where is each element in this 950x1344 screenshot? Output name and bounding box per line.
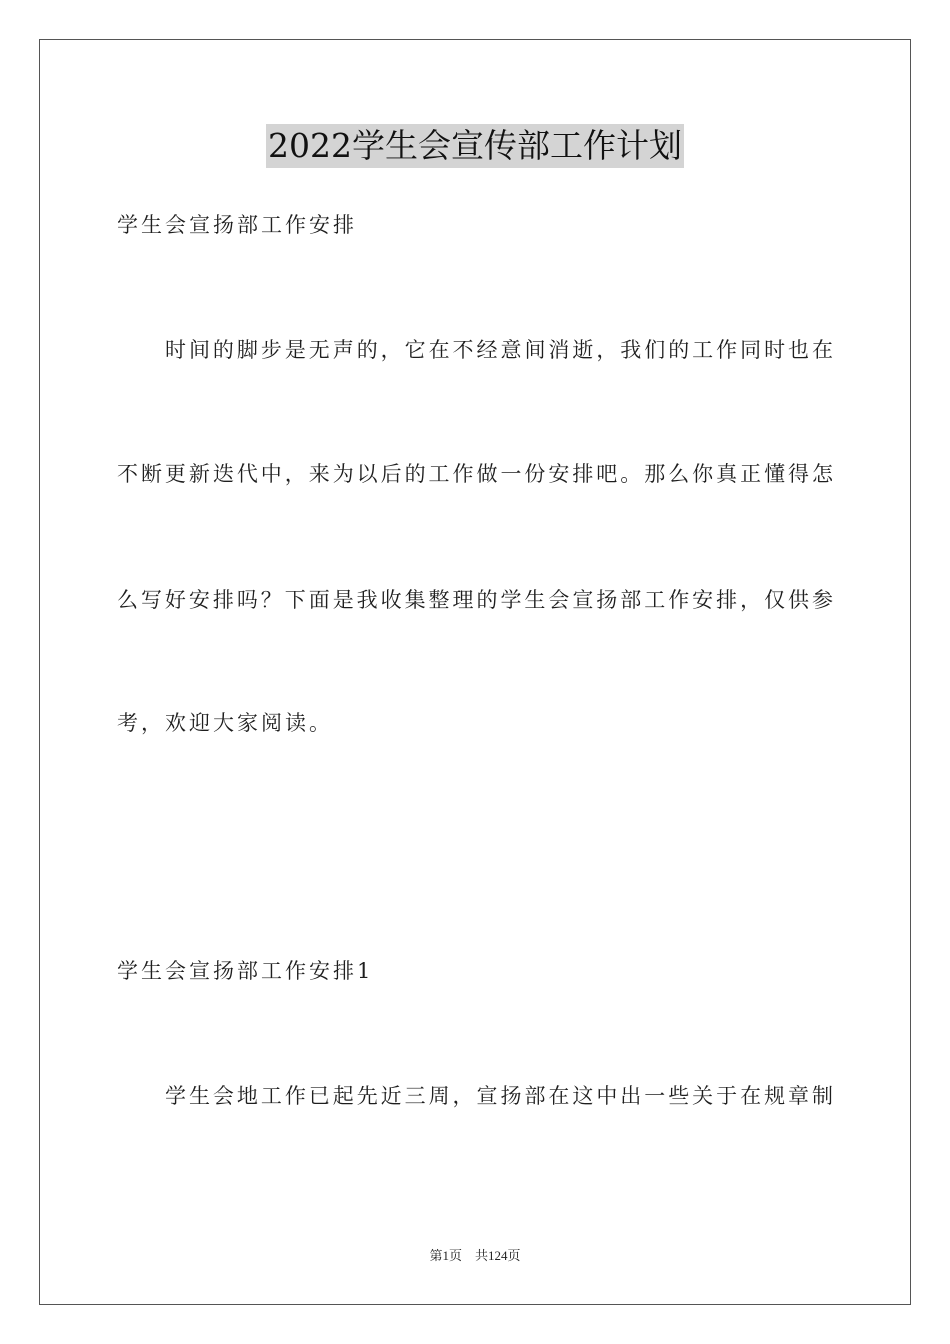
paragraph-line: 考，欢迎大家阅读。 xyxy=(117,711,333,735)
paragraph-line: 不断更新迭代中，来为以后的工作做一份安排吧。那么你真正懂得怎 xyxy=(117,462,833,486)
document-title xyxy=(0,124,950,168)
paragraph-line: 学生会地工作已起先近三周，宣扬部在这中出一些关于在规章制 xyxy=(165,1084,833,1108)
document-title-text: 2022学生会宣传部工作计划 xyxy=(266,124,684,168)
paragraph-line: 时间的脚步是无声的，它在不经意间消逝，我们的工作同时也在 xyxy=(165,338,833,362)
subheading-plan: 学生会宣扬部工作安排 xyxy=(117,213,357,237)
subheading-plan-1: 学生会宣扬部工作安排1 xyxy=(117,959,374,983)
page-footer: 第1页 共124页 xyxy=(429,1248,521,1263)
paragraph-line: 么写好安排吗？下面是我收集整理的学生会宣扬部工作安排，仅供参 xyxy=(117,588,833,612)
